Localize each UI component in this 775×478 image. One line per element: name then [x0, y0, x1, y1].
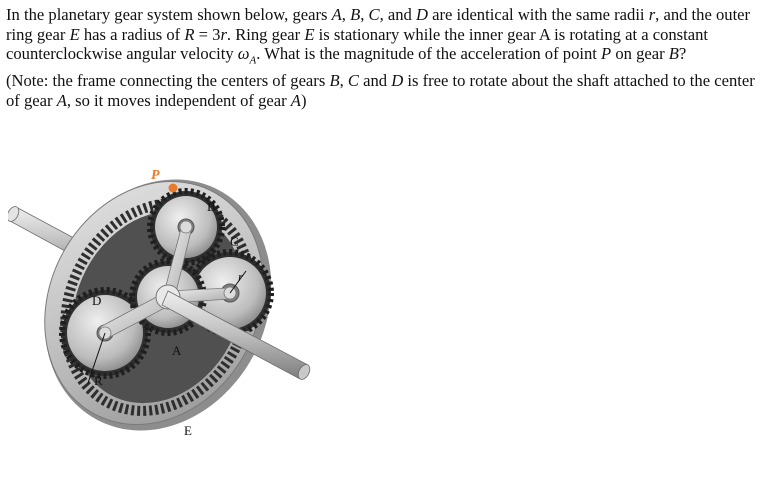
- label-d: D: [92, 293, 102, 308]
- planetary-gear-figure: [8, 155, 328, 445]
- planetary-gear-drawing: [8, 155, 328, 445]
- label-e: E: [184, 423, 192, 438]
- label-c: C: [230, 234, 239, 249]
- problem-statement: [6, 5, 770, 110]
- label-p: P: [151, 168, 160, 183]
- problem-note: (Note: the frame connecting the centers of gears B, C and D is free to rotate about the shaft attached to the center of gear A, so it moves independent of gear A): [6, 71, 755, 110]
- label-r-outer: R: [94, 373, 103, 388]
- label-r-inner: r: [238, 269, 244, 284]
- problem-paragraph: In the planetary gear system shown below, gears A, B, C, and D are identical with the same radii r, and the outer ring gear E has a radius of R = 3r. Ring gear E is stationary while the inner gear A is rotating at a constant counterclockwise angular velocity $\omega_A$. What is the magnitude of the acceleration of point P on gear B?: [6, 5, 751, 67]
- label-a: A: [172, 343, 182, 358]
- label-b: B: [207, 199, 216, 214]
- point-p-marker: [169, 184, 178, 193]
